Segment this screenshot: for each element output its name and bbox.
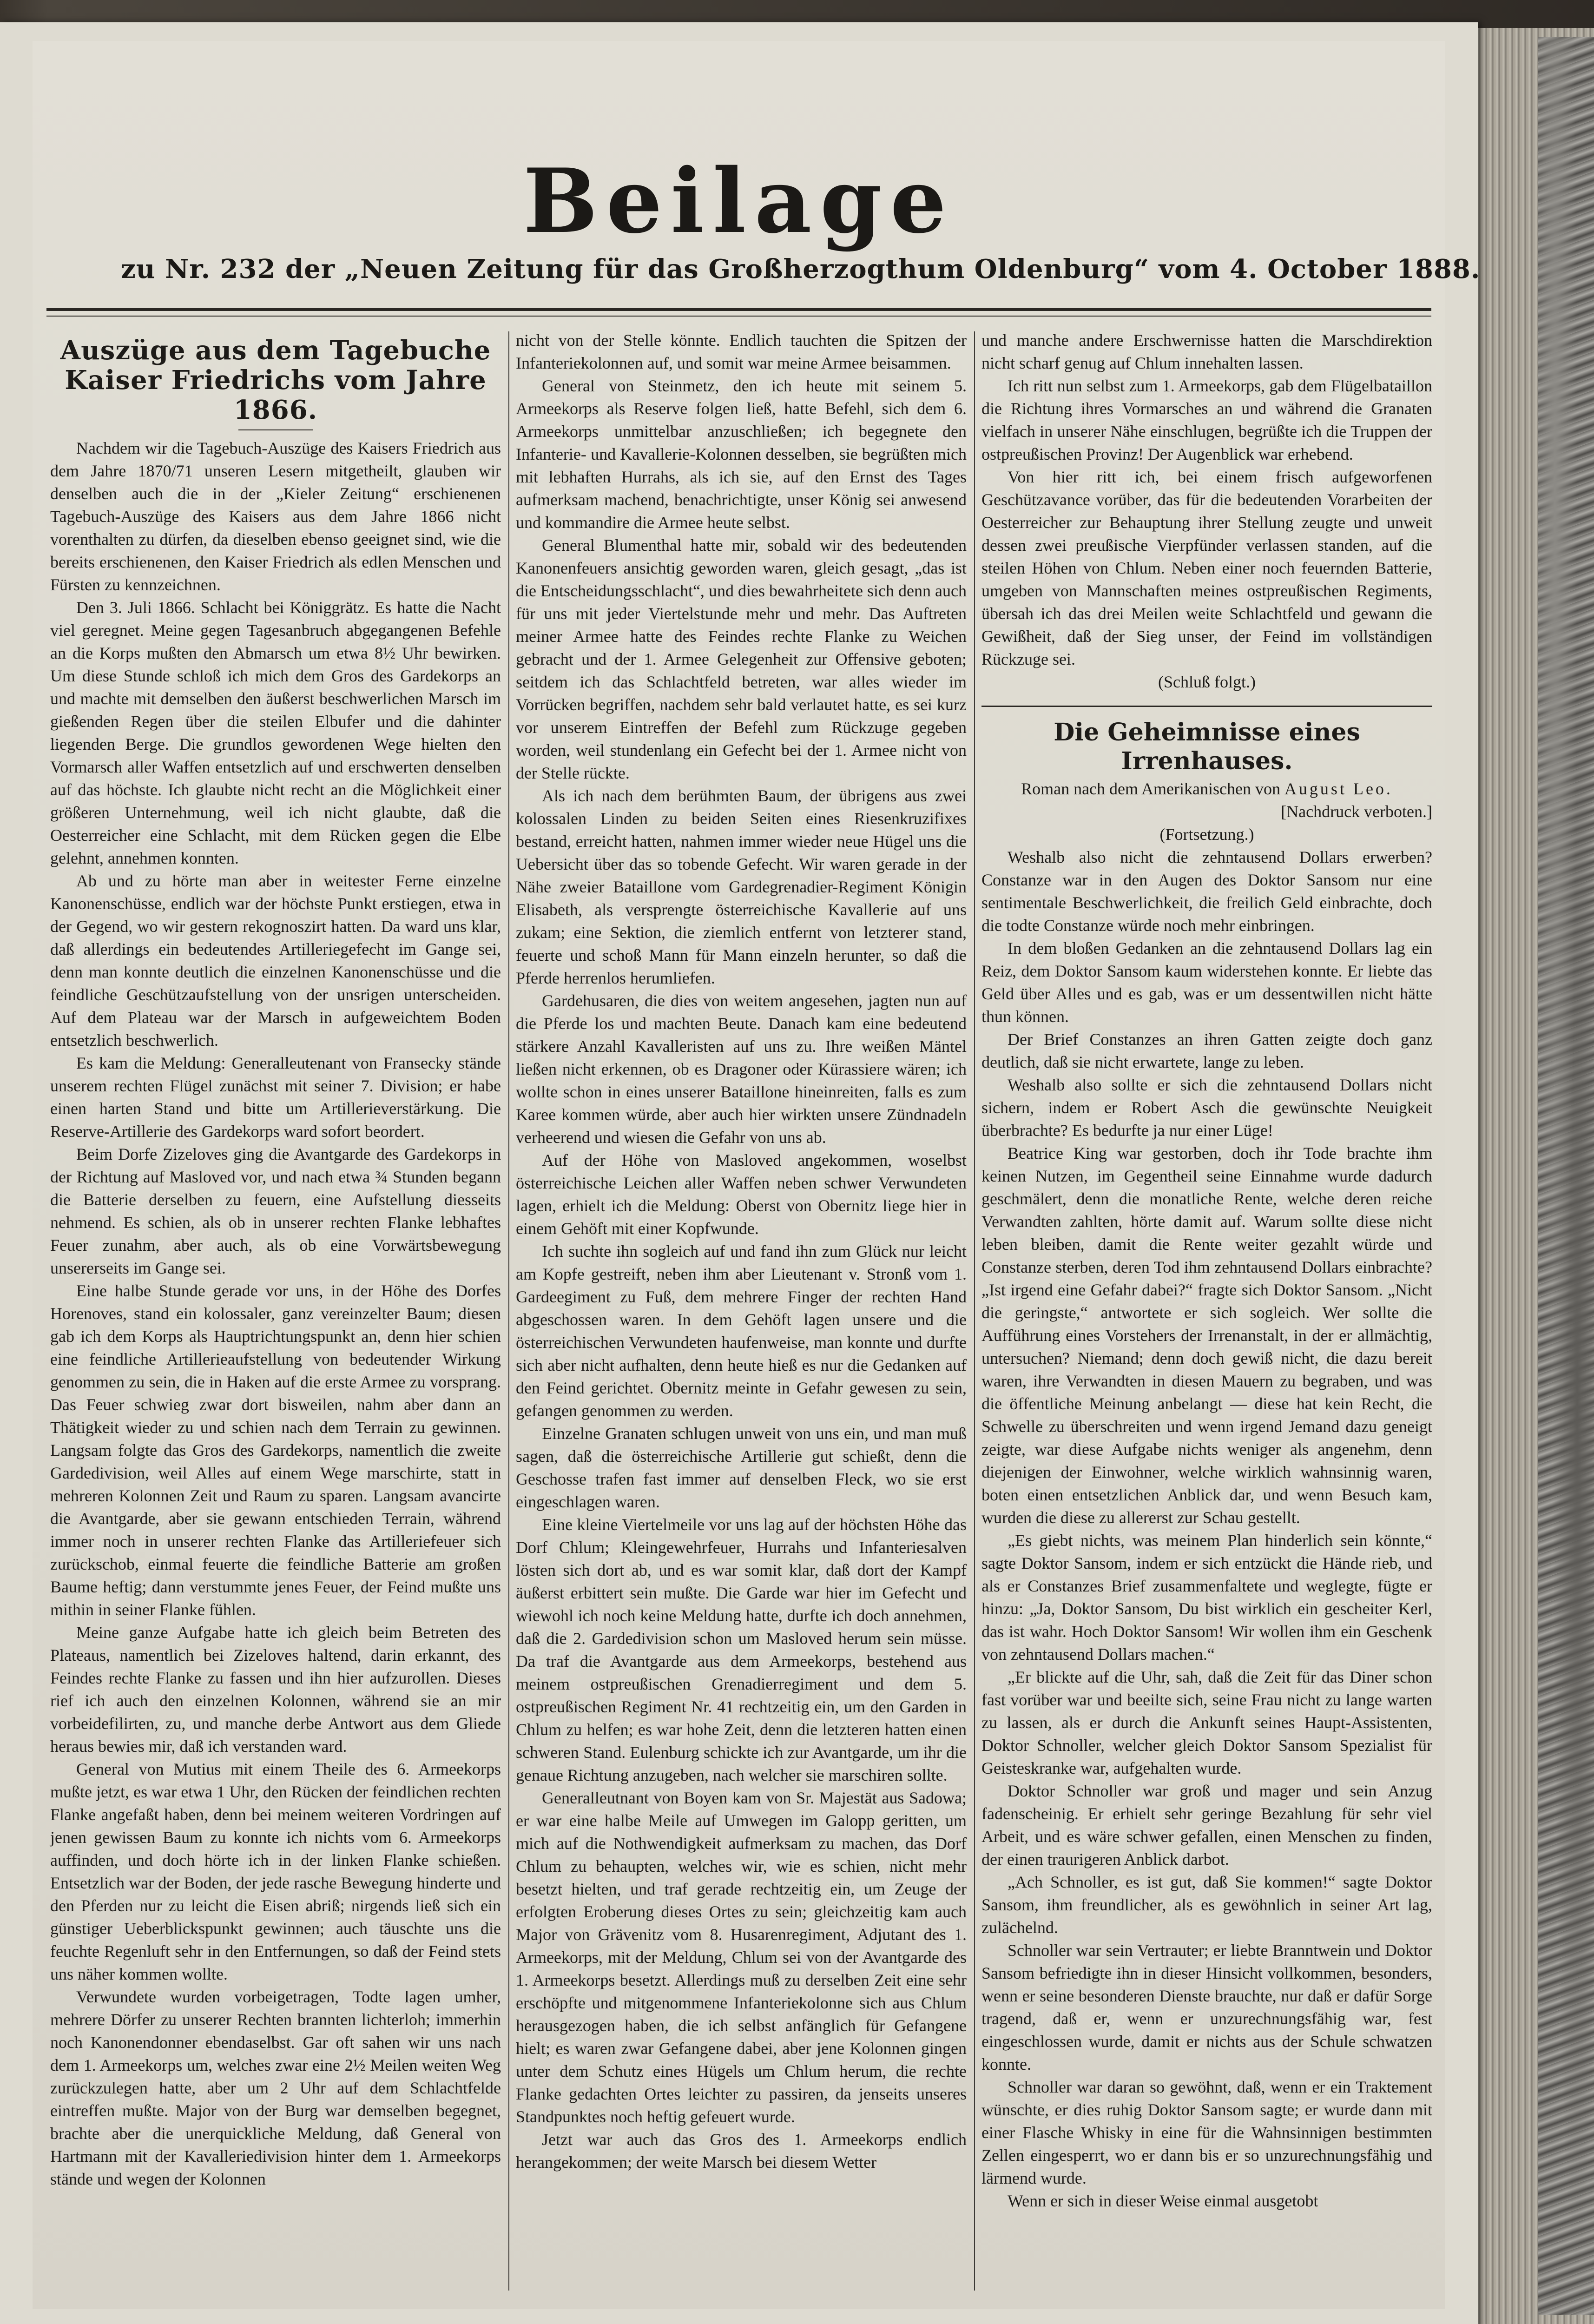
paragraph: Auf der Höhe von Masloved angekommen, woselbst österreichische Leichen aller Waffen neben schwer Verwundeten lagen, erhielt ich die Meldung: Oberst von Obernitz liege hier in einem Gehöft mit einer Kopfwunde.: [516, 1151, 967, 1238]
paragraph: Gardehusaren, die dies von weitem angesehen, jagten nun auf die Pferde los und machten Beute. Danach kam eine bedeutend stärkere Anzahl Kavalleristen auf uns zu. Ihre weißen Mäntel ließen nicht erkennen, ob es Dragoner oder Kürassiere wären; ich wollte schon in eines unserer Bataillone hineinreiten, falls es zum Karee kommen würde, aber auch hier wirkten unsere Zündnadeln verheerend und wiesen die Gefahr von uns ab.: [516, 991, 967, 1147]
newspaper-page: [0, 22, 1481, 2324]
paragraph: Ich ritt nun selbst zum 1. Armeekorps, gab dem Flügelbataillon die Richtung ihres Vormarsches an und während die Granaten vielfach in unserer Nähe einschlugen, begrüßte ich die Truppen der ostpreußischen Provinz! Der Augenblick war erhebend.: [981, 376, 1432, 463]
page-subtitle: zu Nr. 232 der „Neuen Zeitung für das Großherzogthum Oldenburg“ vom 4. October 1888.: [121, 254, 1481, 284]
paragraph: General von Steinmetz, den ich heute mit seinem 5. Armeekorps als Reserve folgen ließ, hatte Befehl, sich dem 6. Armeekorps unmittelbar anzuschließen; ich begegnete den Infanterie- und Kavallerie-Kolonnen desselben, sie begrüßten mich mit lebhaften Hurrahs, als ich sie, auf den Ernst des Tages aufmerksam machend, benachrichtigte, unser König sei anwesend und kommandire die Armee heute selbst.: [516, 376, 967, 532]
continuation-note: (Fortsetzung.): [1159, 825, 1254, 844]
paragraph: Verwundete wurden vorbeigetragen, Todte lagen umher, mehrere Dörfer zu unserer Rechten brannten lichterloh; immerhin noch Kanonendonner ebendaselbst. Gar oft sahen wir uns nach dem 1. Armeekorps um, welches zwar eine 2½ Meilen weiten Weg zurückzulegen hatte, aber um 2 Uhr auf dem Schlachtfelde eintreffen mußte. Major von der Burg war demselben begegnet, brachte aber die unerquickliche Meldung, daß General von Hartmann mit der Kavalleriedivision hinter dem 1. Armeekorps stände und wegen der Kolonnen: [50, 1987, 501, 2188]
paragraph: Jetzt war auch das Gros des 1. Armeekorps endlich herangekommen; der weite Marsch bei diesem Wetter: [516, 2130, 967, 2172]
byline: [981, 778, 1432, 800]
paragraph: „Er blickte auf die Uhr, sah, daß die Zeit für das Diner schon fast vorüber war und beeilte sich, seine Frau nicht zu lange warten zu lassen, als er durch die Ankunft seines Haupt-Assistenten, Doktor Schnoller, welcher gleich Doktor Sansom Spezialist für Geisteskranke war, aufgehalten wurde.: [981, 1668, 1432, 1777]
marbled-book-cover: [1538, 37, 1594, 2315]
paragraph: Nachdem wir die Tagebuch-Auszüge des Kaisers Friedrich aus dem Jahre 1870/71 unseren Lesern mitgetheilt, glauben wir denselben auch die in der „Kieler Zeitung“ erschienenen Tagebuch-Auszüge des Kaisers aus dem Jahre 1866 nicht vorenthalten zu dürfen, da dieselben ebenso geeignet sind, wie die bereits erschienenen, den Kaiser Friedrich als edlen Menschen und Fürsten zu kennzeichnen.: [50, 439, 501, 594]
paragraph: „Ach Schnoller, es ist gut, daß Sie kommen!“ sagte Doktor Sansom, ihm freundlicher, als es gewöhnlich in seiner Art lag, zulächelnd.: [981, 1873, 1432, 1937]
header-rule: [46, 308, 1431, 317]
column-2: [516, 329, 967, 2174]
byline-prefix: Roman nach dem Amerikanischen von: [1021, 779, 1280, 798]
paragraph: Beim Dorfe Zizeloves ging die Avantgarde des Gardekorps in der Richtung auf Masloved vor, und nach etwa ¾ Stunden begann die Batterie derselben zu feuern, eine Aufstellung diesseits nehmend. Es schien, als ob in unserer rechten Flanke lebhaftes Feuer zunahm, aber auch, als ob eine Vorwärtsbewegung unsererseits im Gange sei.: [50, 1145, 501, 1277]
paragraph: Weshalb also nicht die zehntausend Dollars erwerben? Constanze war in den Augen des Doktor Sansom nur eine sentimentale Beschwerlichkeit, die freilich Geld einbrachte, doch die todte Constanze würde noch mehr einbringen.: [981, 848, 1432, 935]
paragraph: General Blumenthal hatte mir, sobald wir des bedeutenden Kanonenfeuers ansichtig geworden waren, gleich gesagt, „das ist die Entscheidungsschlacht“, und dies bewahrheitete sich denn auch für uns mit jeder Viertelstunde mehr und mehr. Das Auftreten meiner Armee hatte des Feindes rechte Flanke zu Weichen gebracht und der 1. Armee Gelegenheit zur Offensive geboten; seitdem ich das Schlachtfeld betreten, war alles wieder im Vorrücken begriffen, nachdem sehr bald verlautet hatte, es sei kurz vor unserem Eintreffen der Befehl zum Rückzuge gegeben worden, weil stundenlang ein Gefecht bei der 1. Armee nicht von der Stelle rückte.: [516, 536, 967, 782]
column-divider-2: [974, 331, 975, 2291]
paragraph: Beatrice King war gestorben, doch ihr Tode brachte ihm keinen Nutzen, im Gegentheil seine Einnahme wurde dadurch geschmälert, denn die monatliche Rente, welche deren reiche Verwandten zahlten, hörte damit auf. Warum sollte diese nicht leben bleiben, damit die Rente weiter gezahlt würde und Constanze sterben, deren Tod ihm zehntausend Dollars einbrachte? „Ist irgend eine Gefahr dabei?“ fragte sich Doktor Sansom. „Nicht die geringste,“ antwortete er sich sogleich. Wer sollte die Aufführung eines Vorstehers der Irrenanstalt, in der er allmächtig, untersuchen? Niemand; denn doch gewiß nicht, die dazu bereit waren, ihre Verwandten in diesen Mauern zu begraben, und was die öffentliche Meinung anbelangt — diese hat kein Recht, die Schwelle zu überschreiten und wenn irgend Jemand dazu geneigt zeigte, war diese Aufgabe nichts weniger als angenehm, denn diejenigen der Einwohner, welche wirklich wahnsinnig waren, boten einen entsetzlichen Anblick dar, und wenn Besuch kam, wurden die diese zu allererst zur Schau gestellt.: [981, 1144, 1432, 1527]
paragraph: Von hier ritt ich, bei einem frisch aufgeworfenen Geschützavance vorüber, das für die bedeutenden Vorarbeiten der Oesterreicher zur Behauptung ihrer Stellung zeugte und unweit dessen zwei preußische Vierpfünder verlassen standen, auf die steilen Höhen von Chlum. Neben einer noch feuernden Batterie, umgeben von Mannschaften meines ostpreußischen Regiments, übersah ich das drei Meilen weite Schlachtfeld und gewann die Gewißheit, daß der Sieg unser, der Feind im vollständigen Rückzuge sei.: [981, 468, 1432, 668]
paragraph: Wenn er sich in dieser Weise einmal ausgetobt: [1008, 2192, 1318, 2210]
paragraph: General von Mutius mit einem Theile des 6. Armeekorps mußte jetzt, es war etwa 1 Uhr, den Rücken der feindlichen rechten Flanke angefaßt haben, denn bei meinem weiteren Vordringen auf jenen gewissen Baum zu konnte ich nichts vom 6. Armeekorps auffinden, und doch hörte ich in der linken Flanke schießen. Entsetzlich war der Boden, der jede rasche Bewegung hinderte und den Pferden nur zu leicht die Eisen abriß; nirgends ließ sich ein günstiger Ueberblickspunkt gewinnen; auch täuschte uns die feuchte Regenluft sehr in den Entfernungen, so daß der Feind stets uns näher kommen wollte.: [50, 1760, 501, 1983]
article-separator: [981, 706, 1432, 707]
article-2-title: Die Geheimnisse eines Irrenhauses.: [1054, 718, 1360, 775]
paragraph: Schnoller war daran so gewöhnt, daß, wenn er ein Traktement wünschte, er dies ruhig Doktor Sansom sagte; er wurde dann mit einer Flasche Whisky in eine für die Wahnsinnigen bestimmten Zellen eingesperrt, wo er dann bis er so unzurechnungsfähig und lärmend wurde.: [981, 2078, 1432, 2187]
paragraph: Der Brief Constanzes an ihren Gatten zeigte doch ganz deutlich, daß sie nicht erwartete, lange zu leben.: [981, 1030, 1432, 1071]
paragraph: Schnoller war sein Vertrauter; er liebte Branntwein und Doktor Sansom befriedigte ihn in dieser Hinsicht vollkommen, besonders, wenn er seine besonderen Dienste brauchte, nur daß er dafür Sorge tragend, daß er, wenn er unzurechnungsfähig war, fest eingeschlossen wurde, damit er nichts aus der Schule schwatzen konnte.: [981, 1941, 1432, 2073]
paragraph: Ab und zu hörte man aber in weitester Ferne einzelne Kanonenschüsse, endlich war der höchste Punkt erstiegen, etwa in der Gegend, wo wir gestern rekognoszirt hatten. Da ward uns klar, daß allerdings ein bedeutendes Artilleriegefecht im Gange sei, denn man konnte deutlich die einzelnen Kanonenschüsse und die feindliche Geschützaufstellung von der unsrigen unterscheiden. Auf dem Plateau war der Marsch in aufgeweichtem Boden entsetzlich beschwerlich.: [50, 872, 501, 1050]
paragraph: Einzelne Granaten schlugen unweit von uns ein, und man muß sagen, daß die österreichische Artillerie gut schießt, denn die Geschosse trafen fast immer auf denselben Fleck, wo sie erst eingeschlagen waren.: [516, 1424, 967, 1511]
article-title: Auszüge aus dem Tagebuche Kaiser Friedrichs vom Jahre 1866.: [60, 335, 491, 425]
paragraph: Den 3. Juli 1866. Schlacht bei Königgrätz. Es hatte die Nacht viel geregnet. Meine gegen Tagesanbruch abgegangenen Befehle an die Korps mußten den Abmarsch um etwa 8½ Uhr bewirken. Um diese Stunde schloß ich mich dem Gros des Gardekorps an und machte mit demselben den äußerst beschwerlichen Marsch im gießenden Regen über die steilen Elbufer und die dahinter liegenden Berge. Die grundlos gewordenen Wege hielten den Vormarsch aller Waffen entsetzlich auf und erschwerten denselben auf das höchste. Ich glaubte nicht recht an die Möglichkeit einer größeren Unternehmung, weil ich nicht glaubte, daß die Oesterreicher eine Schlacht, mit dem Rücken gegen die Elbe gelehnt, annehmen konnten.: [50, 598, 501, 867]
paragraph: Eine kleine Viertelmeile vor uns lag auf der höchsten Höhe das Dorf Chlum; Kleingewehrfeuer, Hurrahs und Infanteriesalven lösten sich dort ab, und es war somit klar, daß dort der Kampf äußerst erbittert sein mußte. Die Garde war hier im Gefecht und wiewohl ich noch keine Meldung hatte, durfte ich doch annehmen, daß die 2. Gardedivision schon um Masloved herum sein müsse. Da traf die Avantgarde aus dem Armeekorps, bestehend aus meinem ostpreußischen Grenadierregiment und dem 5. ostpreußischen Regiment Nr. 41 rechtzeitig ein, um den Garden in Chlum zu helfen; es war hohe Zeit, denn die letzteren hatten einen schweren Stand. Eulenburg schickte ich zur Avantgarde, um ihr die genaue Richtung anzugeben, nach welcher sie marschiren sollte.: [516, 1515, 967, 1784]
column-3: [981, 329, 1432, 2212]
paragraph: nicht von der Stelle könnte. Endlich tauchten die Spitzen der Infanteriekolonnen auf, und somit war meine Armee beisammen.: [516, 331, 967, 372]
paragraph: Weshalb also sollte er sich die zehntausend Dollars nicht sichern, indem er Robert Asch die gewünschte Neuigkeit überbrachte? Es bedurfte ja nur einer Lüge!: [981, 1076, 1432, 1140]
paragraph: In dem bloßen Gedanken an die zehntausend Dollars lag ein Reiz, dem Doktor Sansom kaum widerstehen konnte. Er liebte das Geld über Alles und es gab, was er um dessentwillen nicht hätte thun können.: [981, 939, 1432, 1026]
reprint-notice: [Nachdruck verboten.]: [1281, 802, 1432, 821]
paragraph: Eine halbe Stunde gerade vor uns, in der Höhe des Dorfes Horenoves, stand ein kolossaler, ganz vereinzelter Baum; diesen gab ich dem Korps als Hauptrichtungspunkt an, denn hier schien eine feindliche Artillerieaufstellung von bedeutender Wirkung genommen zu sein, die in Haken auf die erste Armee zu vorsprang. Das Feuer schwieg zwar dort bisweilen, nahm aber dann an Thätigkeit wieder zu und schien nach dem Terrain zu gewinnen. Langsam folgte das Gros des Gardekorps, namentlich die zweite Gardedivision, weil Alles auf einem Wege marschirte, statt in mehreren Kolonnen Zeit und Raum zu sparen. Langsam avancirte die Avantgarde, aber sie gewann entschieden Terrain, während immer noch in unserer rechten Flanke das Artilleriefeuer sich zurückschob, einmal feuerte die feindliche Batterie am großen Baume heftig; dann verstummte jenes Feuer, der Feind mußte uns mithin in seiner Flanke fühlen.: [50, 1281, 501, 1619]
column-divider-1: [508, 331, 509, 2291]
byline-author: August Leo.: [1284, 779, 1393, 798]
paragraph: Es kam die Meldung: Generalleutenant von Fransecky stände unserem rechten Flügel zunächst mit seiner 7. Division; er habe einen harten Stand und bitte um Artillerieverstärkung. Die Reserve-Artillerie des Gardekorps ward sofort beordert.: [50, 1054, 501, 1141]
paragraph: Als ich nach dem berühmten Baum, der übrigens aus zwei kolossalen Linden zu beiden Seiten eines Riesenkruzifixes bestand, erreicht hatten, nahmen immer wieder neue Hügel uns die Uebersicht über das so tobende Gefecht. Wir waren gerade in der Nähe zweier Bataillone vom Gardegrenadier-Regiment Königin Elisabeth, als versprengte österreichische Kavallerie auf uns zukam; eine Sektion, die ziemlich entfernt von letzterer stand, feuerte und schoß Mann für Mann einzeln herunter, so daß die Pferde herrenlos herumliefen.: [516, 786, 967, 987]
paragraph: und manche andere Erschwernisse hatten die Marschdirektion nicht scharf genug auf Chlum innehalten lassen.: [981, 331, 1432, 372]
title-rule: [238, 429, 313, 430]
continued-note: (Schluß folgt.): [1158, 673, 1256, 691]
page-title: Beilage: [523, 149, 955, 253]
paragraph: Generalleutnant von Boyen kam von Sr. Majestät aus Sadowa; er war eine halbe Meile auf Umwegen im Galopp geritten, um mich auf die Nothwendigkeit aufmerksam zu machen, das Dorf Chlum zu behaupten, welches wir, wie es schien, nicht mehr besetzt hielten, und traf gerade rechtzeitig ein, um Zeuge der erfolgten Eroberung dieses Ortes zu sein; gleichzeitig kam auch Major von Grävenitz vom 8. Husarenregiment, Adjutant des 1. Armeekorps, mit der Meldung, Chlum sei von der Avantgarde des 1. Armeekorps besetzt. Allerdings muß zu derselben Zeit eine sehr erschöpfte und mitgenommene Infanteriekolonne sich aus Chlum herausgezogen haben, die ich selbst anfänglich für Gefangene hielt; es waren zwar Gefangene dabei, aber jene Kolonnen gingen unter dem Schutz eines Hügels um Chlum herum, die rechte Flanke gedachten Ortes leichter zu passiren, da jenseits unseres Standpunktes noch heftig gefeuert wurde.: [516, 1789, 967, 2126]
paragraph: Meine ganze Aufgabe hatte ich gleich beim Betreten des Plateaus, namentlich bei Zizeloves haltend, darin erkannt, des Feindes rechte Flanke zu fassen und ihn hier aufzurollen. Dieses rief ich auch den einzelnen Kolonnen, während sie an mir vorbeidefilirten, zu, und manche derbe Antwort aus dem Gliede heraus bewies mir, daß ich verstanden ward.: [50, 1623, 501, 1756]
paragraph: Ich suchte ihn sogleich auf und fand ihn zum Glück nur leicht am Kopfe gestreift, neben ihm aber Lieutenant v. Stronß vom 1. Gardeegiment zu Fuß, dem mehrere Finger der rechten Hand abgeschossen waren. In dem Gehöft lagen unsere und die österreichischen Verwundeten haufenweise, man konnte und durfte sich aber nicht aufhalten, denn heute hieß es nur die Gedanken auf den Feind gerichtet. Obernitz meinte in Gefahr gewesen zu sein, gefangen genommen zu werden.: [516, 1242, 967, 1420]
paragraph: Doktor Schnoller war groß und mager und sein Anzug fadenscheinig. Er erhielt sehr geringe Bezahlung für sehr viel Arbeit, und es wäre schwer gefallen, einen Menschen zu finden, der einen traurigeren Anblick darbot.: [981, 1782, 1432, 1868]
paragraph: „Es giebt nichts, was meinem Plan hinderlich sein könnte,“ sagte Doktor Sansom, indem er sich entzückt die Hände rieb, und als er Constanzes Brief zusammenfaltete und weglegte, fügte er hinzu: „Ja, Doktor Sansom, Du bist wirklich ein gescheiter Kerl, das ist wahr. Hoch Doktor Sansom! Wir wollen ihm ein Geschenk von zehntausend Dollars machen.“: [981, 1531, 1432, 1664]
column-1: [50, 329, 501, 2191]
